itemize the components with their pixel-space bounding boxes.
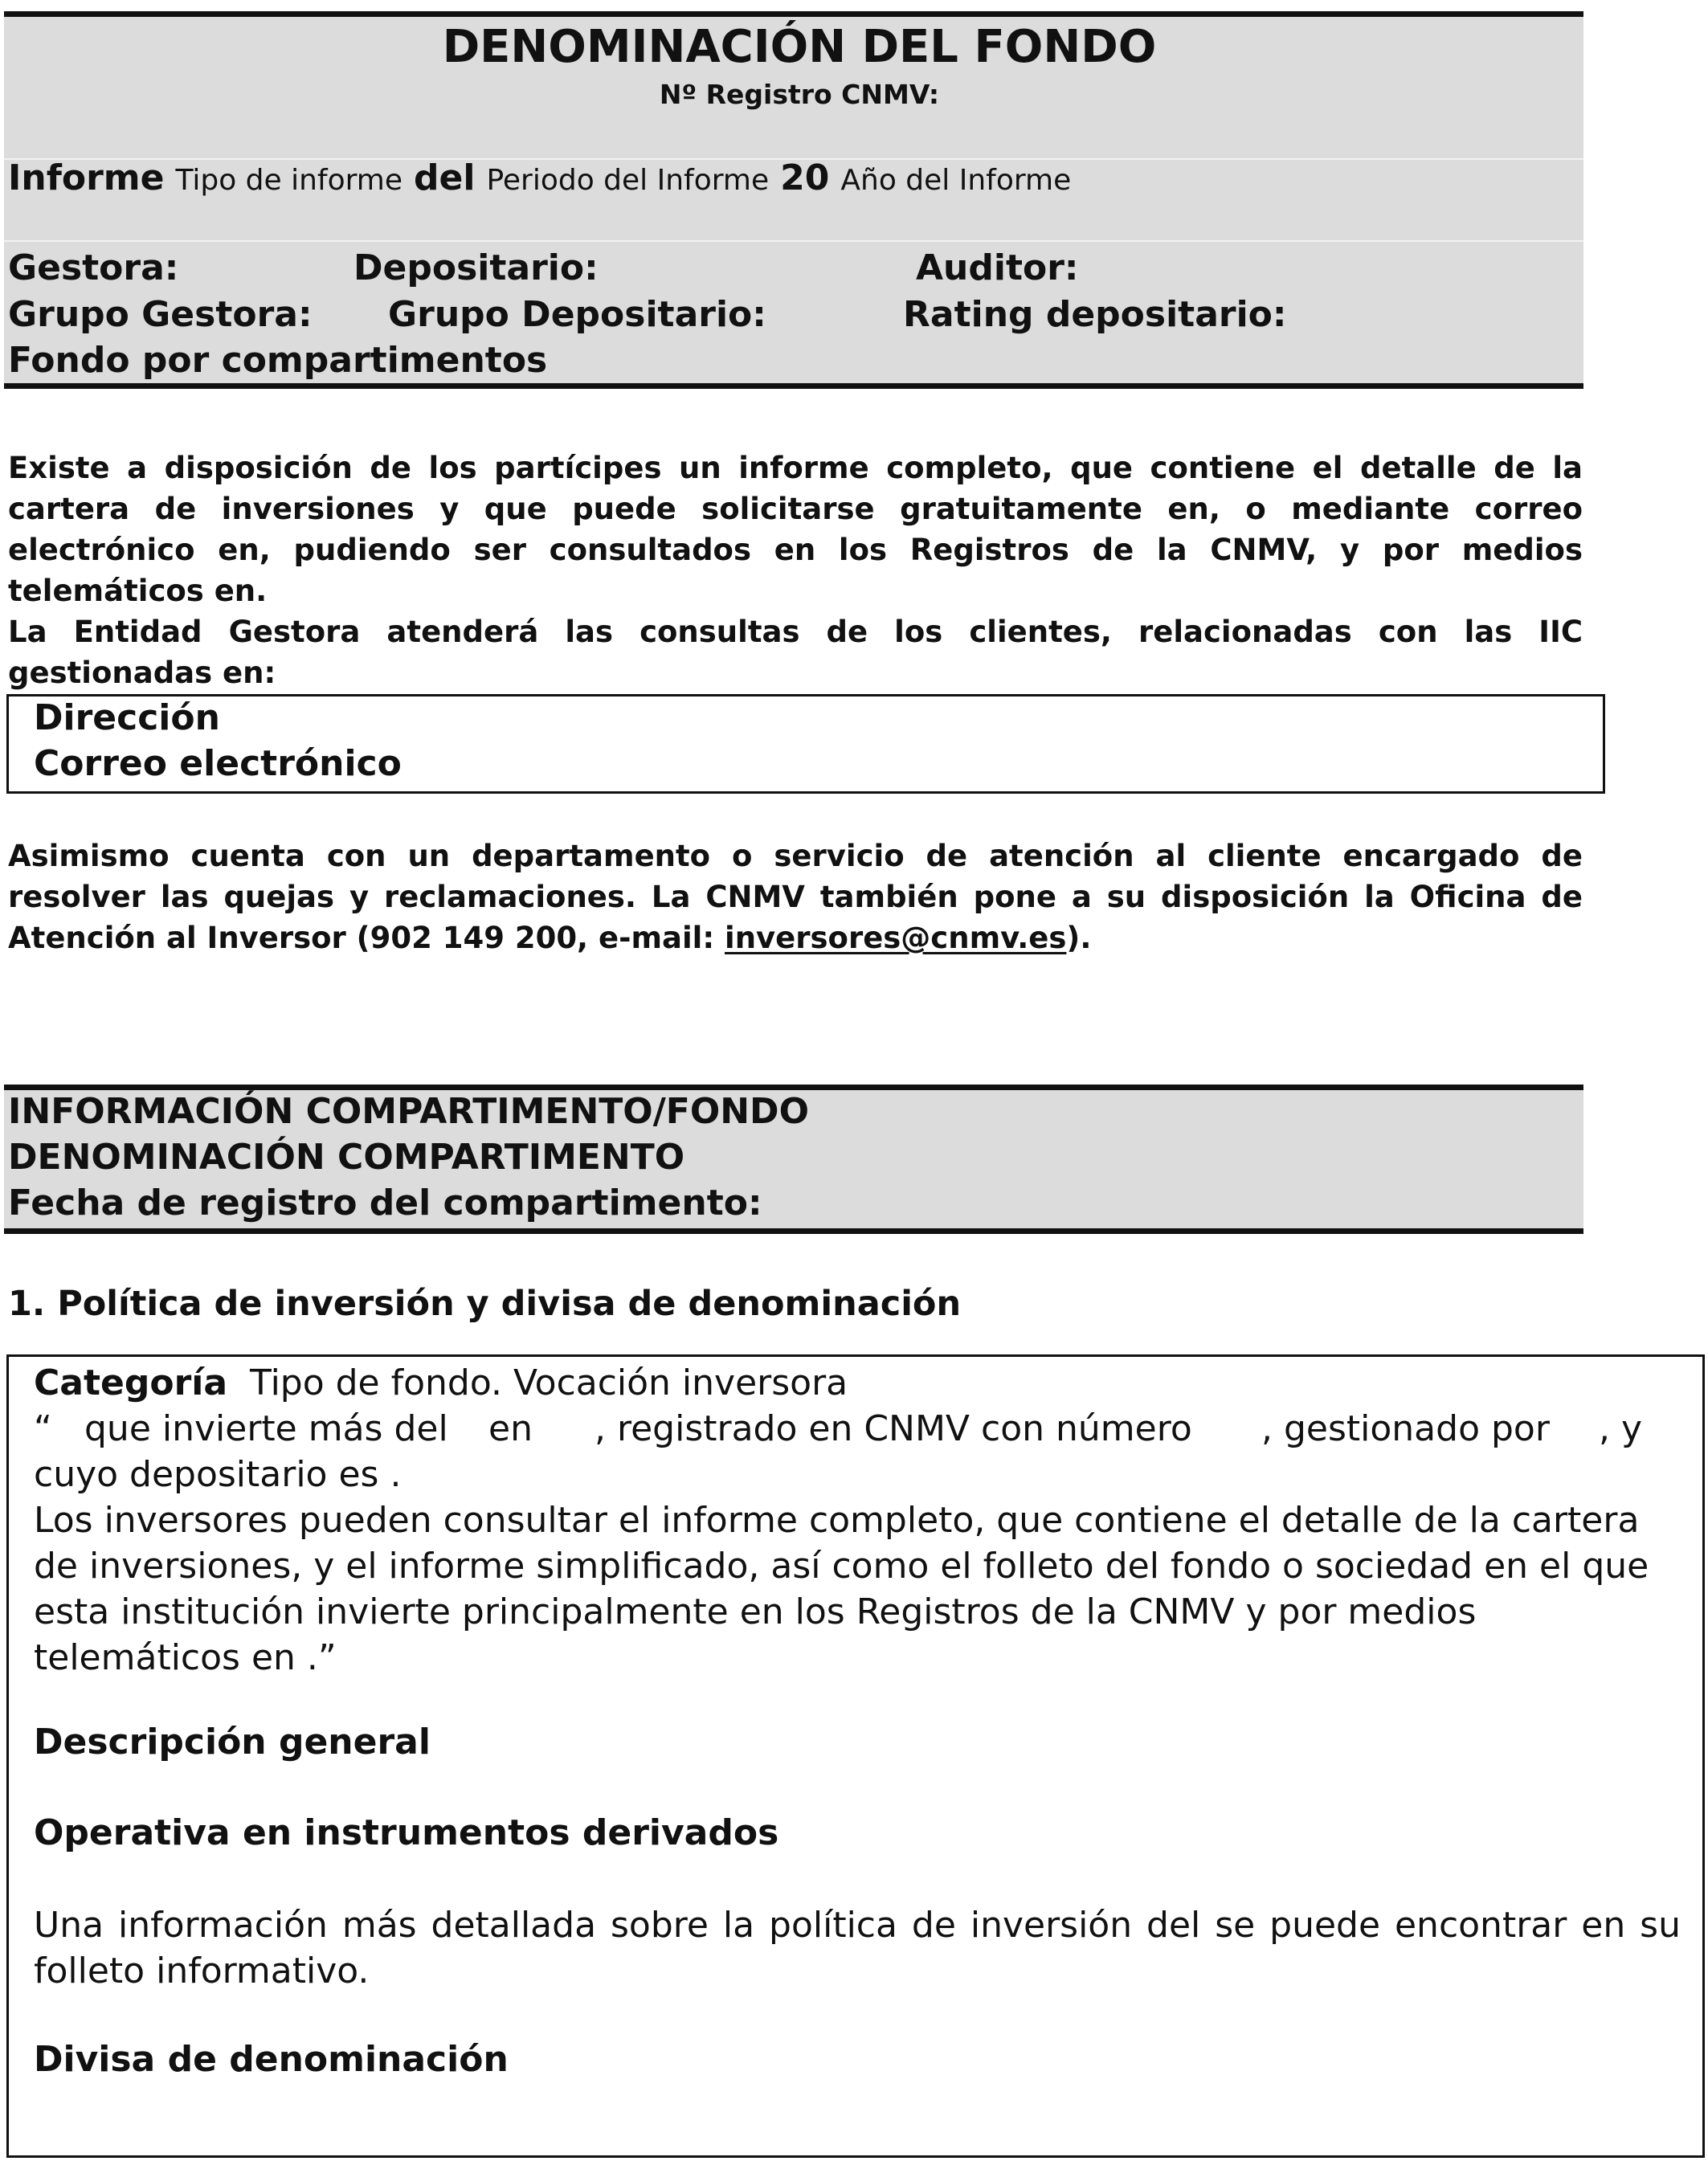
inversores-paragraph: Los inversores pueden consultar el informe completo, que contiene el detalle de la cartera de inversiones, y el informe simplificado, así como el folleto del fondo o sociedad en el que esta institución invierte principalmente en los Registros de la CNMV y por medios telemáticos en .” <box>34 1500 1649 1678</box>
depositario-label: Depositario: <box>353 247 599 288</box>
informacion-compartimento-title: INFORMACIÓN COMPARTIMENTO/FONDO <box>8 1091 809 1132</box>
gestora-label: Gestora: <box>8 247 179 288</box>
categoria-label: Categoría <box>34 1362 228 1403</box>
quote-text-3: , registrado en CNMV con número <box>595 1408 1192 1449</box>
categoria-text: Tipo de fondo. Vocación inversora <box>250 1362 848 1403</box>
categoria-line <box>34 1360 848 1406</box>
report-period: Periodo del Informe <box>486 164 770 197</box>
grupo-depositario-label: Grupo Depositario: <box>388 294 766 335</box>
century-prefix: 20 <box>780 157 830 198</box>
folleto-paragraph: Una información más detallada sobre la política de inversión del se puede encontrar en su folleto informativo. <box>34 1905 1681 1991</box>
fecha-registro-label: Fecha de registro del compartimento: <box>8 1183 762 1223</box>
quote-open: “ <box>34 1408 52 1449</box>
divisa-heading: Divisa de denominación <box>34 2039 509 2080</box>
report-year: Año del Informe <box>840 164 1072 197</box>
fund-name-title: DENOMINACIÓN DEL FONDO <box>442 21 1157 73</box>
section-1-heading: 1. Política de inversión y divisa de denominación <box>8 1284 962 1324</box>
auditor-label: Auditor: <box>916 247 1079 288</box>
fondo-compartimentos-label: Fondo por compartimentos <box>8 340 548 381</box>
quote-text-2: en <box>488 1408 533 1449</box>
denominacion-compartimento-title: DENOMINACIÓN COMPARTIMENTO <box>8 1137 685 1178</box>
intro-paragraph: Existe a disposición de los partícipes un informe completo, que contiene el detalle de la cartera de inversiones y que puede solicitarse gratuitamente en, o mediante correo electrónico en, pudiendo ser consultados en los Registros de la CNMV, y por medios telemáticos en. <box>8 451 1583 608</box>
atencion-paragraph <box>8 835 1583 958</box>
atencion-end: ). <box>1066 921 1092 955</box>
report-type: Tipo de informe <box>175 164 403 197</box>
operativa-derivados-heading: Operativa en instrumentos derivados <box>34 1812 779 1853</box>
grupo-gestora-label: Grupo Gestora: <box>8 294 313 335</box>
depositario-line: cuyo depositario es . <box>34 1454 402 1495</box>
direccion-label: Dirección <box>34 697 220 738</box>
cnmv-email-link[interactable]: inversores@cnmv.es <box>725 921 1067 955</box>
descripcion-general-heading: Descripción general <box>34 1722 431 1763</box>
header-divider <box>4 240 1583 242</box>
consultas-paragraph: La Entidad Gestora atenderá las consultas de los clientes, relacionadas con las IIC gestionadas en: <box>8 615 1583 690</box>
report-period-line <box>8 157 1071 198</box>
quote-text-1: que invierte más del <box>84 1408 448 1449</box>
informe-word: Informe <box>8 157 165 198</box>
cnmv-registry-number: Nº Registro CNMV: <box>659 79 940 110</box>
atencion-text: Asimismo cuenta con un departamento o servicio de atención al cliente encargado de resolver las quejas y reclamaciones. La CNMV también pone a su disposición la Oficina de Atención al Inversor (902 149 200, e-mail: <box>8 839 1583 955</box>
rating-depositario-label: Rating depositario: <box>903 294 1287 335</box>
quote-text-4: , gestionado por <box>1261 1408 1550 1449</box>
quote-text-5: , y <box>1599 1408 1643 1449</box>
del-word: del <box>414 157 476 198</box>
correo-label: Correo electrónico <box>34 743 402 784</box>
